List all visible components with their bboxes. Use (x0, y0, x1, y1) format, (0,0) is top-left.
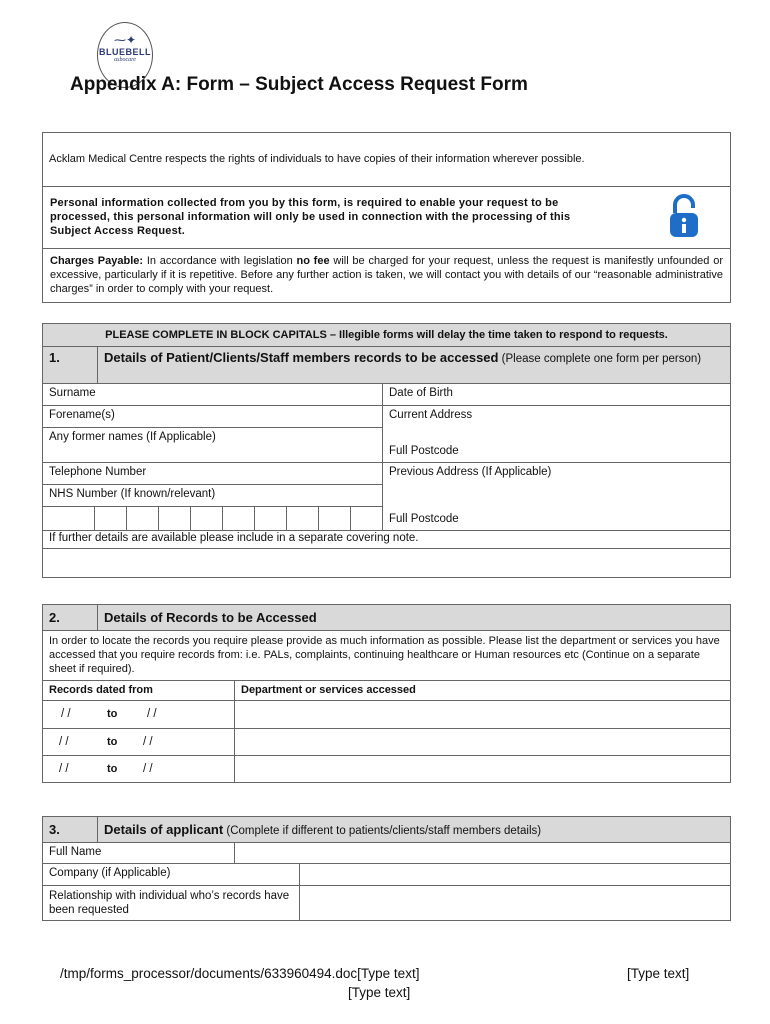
department-field-3[interactable] (234, 755, 731, 783)
current-address-label: Current Address (389, 409, 473, 421)
to-date: / / (143, 736, 153, 748)
respects-text: Acklam Medical Centre respects the rights of individuals to have copies of their information wherever possible. (49, 153, 585, 165)
department-field-1[interactable] (234, 700, 731, 729)
footer-center: [Type text] (348, 985, 411, 1000)
section2-title: Details of Records to be Accessed (97, 604, 731, 631)
footer-right: [Type text] (627, 966, 690, 981)
bird-icon: ⁓✦ (113, 33, 137, 47)
charges-text-a: In accordance with legislation (143, 255, 297, 267)
full-postcode-label-2: Full Postcode (389, 513, 459, 525)
intro-respects (42, 132, 731, 187)
company-label: Company (if Applicable) (42, 863, 300, 886)
forenames-label: Forename(s) (49, 409, 115, 421)
surname-label: Surname (49, 387, 96, 399)
from-date: / / (61, 708, 71, 720)
padlock-info-icon (667, 193, 701, 239)
section1-title: Details of Patient/Clients/Staff members records to be accessed (104, 350, 499, 365)
company-field[interactable] (299, 863, 731, 886)
section1-header (97, 346, 731, 384)
from-date: / / (59, 763, 69, 775)
nhs-digit[interactable] (350, 506, 383, 531)
relationship-field[interactable] (299, 885, 731, 921)
previous-address-label: Previous Address (If Applicable) (389, 466, 552, 478)
date-range-row-1[interactable] (42, 700, 235, 729)
to-date: / / (147, 708, 157, 720)
to-label: to (107, 736, 118, 748)
logo-tagline: asbocare (114, 57, 136, 63)
from-date: / / (59, 736, 69, 748)
nhs-digit[interactable] (42, 506, 95, 531)
to-date: / / (143, 763, 153, 775)
nhs-digit[interactable] (94, 506, 127, 531)
section2-instructions: In order to locate the records you require please provide as much information as possible. Please list the department or services you have accessed that you require records from: i.e. PALs, complaints, continuing healthcare or Human resources etc (Continue on a separate sheet if required). (42, 630, 731, 681)
date-range-row-2[interactable] (42, 728, 235, 756)
date-range-row-3[interactable] (42, 755, 235, 783)
no-fee-text: no fee (296, 255, 330, 267)
section3-note: (Complete if different to patients/clients/staff members details) (223, 825, 542, 837)
forenames-field[interactable] (42, 405, 383, 428)
dob-label: Date of Birth (389, 387, 453, 399)
section3-number: 3. (42, 816, 98, 843)
full-name-label: Full Name (42, 842, 235, 864)
nhs-digit[interactable] (190, 506, 223, 531)
to-label: to (107, 763, 118, 775)
charges-label: Charges Payable: (50, 255, 144, 267)
telephone-label: Telephone Number (49, 466, 147, 478)
nhs-digit[interactable] (158, 506, 191, 531)
block-capitals-banner: PLEASE COMPLETE IN BLOCK CAPITALS – Illegible forms will delay the time taken to respond to requests. (42, 323, 731, 347)
former-names-field[interactable] (42, 427, 383, 463)
nhs-digit[interactable] (222, 506, 255, 531)
full-postcode-label: Full Postcode (389, 445, 459, 457)
footer-path: /tmp/forms_processor/documents/633960494.doc[Type text] (60, 966, 420, 981)
section3-title: Details of applicant (104, 822, 224, 837)
telephone-field[interactable] (42, 462, 383, 485)
department-header: Department or services accessed (234, 680, 731, 701)
dob-field[interactable] (382, 383, 731, 406)
further-details-note: If further details are available please include in a separate covering note. (42, 530, 731, 549)
former-names-label: Any former names (If Applicable) (49, 431, 216, 443)
department-field-2[interactable] (234, 728, 731, 756)
current-address-field[interactable] (382, 405, 731, 463)
section2-number: 2. (42, 604, 98, 631)
logo-name: BLUEBELL (99, 47, 151, 57)
page-title: Appendix A: Form – Subject Access Request Form (70, 74, 528, 95)
further-details-field[interactable] (42, 548, 731, 578)
nhs-digit[interactable] (126, 506, 159, 531)
nhs-digit[interactable] (286, 506, 319, 531)
previous-address-field[interactable] (382, 462, 731, 531)
relationship-label: Relationship with individual who’s records have been requested (42, 885, 300, 921)
nhs-number-label-cell (42, 484, 383, 507)
intro-personal-info (42, 186, 731, 249)
section1-number: 1. (42, 346, 98, 384)
section1-note: (Please complete one form per person) (498, 353, 702, 365)
to-label: to (107, 708, 118, 720)
nhs-label: NHS Number (If known/relevant) (49, 488, 216, 500)
nhs-digit[interactable] (318, 506, 351, 531)
records-dated-header: Records dated from (42, 680, 235, 701)
full-name-field[interactable] (234, 842, 731, 864)
personal-info-text: Personal information collected from you by this form, is required to enable your request to be processed, this personal information will only be used in connection with the processing of this Subject Access Request. (50, 197, 571, 237)
intro-charges (42, 248, 731, 303)
section3-header (97, 816, 731, 843)
surname-field[interactable] (42, 383, 383, 406)
charges-text-b: will be charged for your request, unless the request is manifestly unfounded or excessive, particularly if it is repetitive. Before any further action is taken, we will contact you with details of our “reasonable administrative charges” in order to comply with your request. (50, 255, 723, 295)
nhs-digit[interactable] (254, 506, 287, 531)
